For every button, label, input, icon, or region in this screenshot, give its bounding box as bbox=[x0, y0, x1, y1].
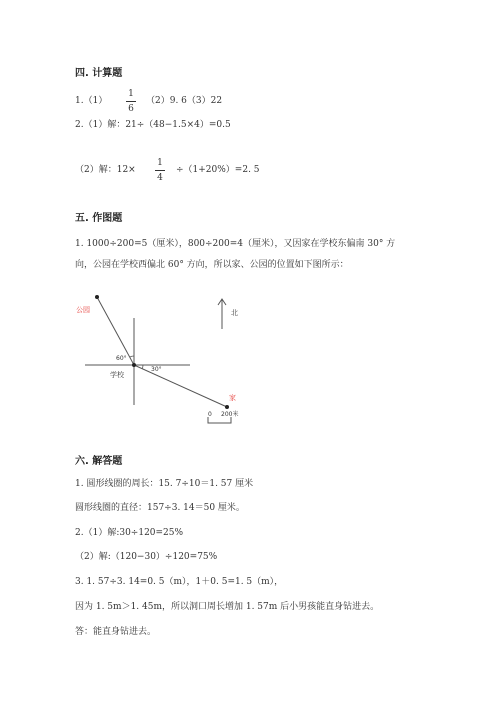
park-label: 公园 bbox=[76, 306, 90, 314]
section-five-title: 五. 作图题 bbox=[75, 213, 123, 224]
q2-part2-rest: ÷（1+20%）=2. 5 bbox=[176, 165, 260, 175]
angle30-label: 30° bbox=[151, 366, 162, 373]
angle60-label: 60° bbox=[116, 355, 127, 362]
drawing-explanation-line1: 1. 1000÷200=5（厘米），800÷200=4（厘米），又因家在学校东偏南 30° 方 bbox=[75, 239, 396, 249]
answer-line-5: 3. 1. 57÷3. 14=0. 5（m），1＋0. 5=1. 5（m）， bbox=[75, 577, 284, 587]
school-point bbox=[132, 363, 136, 367]
answer-line-6: 因为 1. 5m＞1. 45m，所以洞口周长增加 1. 57m 后小男孩能直身钻进去。 bbox=[75, 602, 380, 612]
school-label: 学校 bbox=[110, 371, 124, 379]
q2-part2-prefix: （2）解：12× bbox=[75, 165, 136, 175]
answer-line-4: （2）解:（120−30）÷120=75% bbox=[75, 552, 218, 562]
answer-line-7: 答：能直身钻进去。 bbox=[75, 627, 157, 637]
park-point bbox=[95, 295, 99, 299]
scale-zero-label: 0 bbox=[208, 411, 212, 418]
q1-rest: （2）9. 6（3）22 bbox=[146, 96, 223, 106]
home-point bbox=[225, 405, 229, 409]
angle60-arc bbox=[130, 356, 134, 357]
q2-fraction-numerator: 1 bbox=[157, 158, 163, 168]
answer-line-2: 圆形线圈的直径：157÷3. 14＝50 厘米。 bbox=[75, 503, 245, 513]
answer-line-1: 1. 圆形线圈的周长：15. 7÷10＝1. 57 厘米 bbox=[75, 479, 254, 489]
section-four-title: 四. 计算题 bbox=[75, 68, 123, 79]
answer-line-3: 2.（1）解:30÷120=25% bbox=[75, 528, 184, 538]
north-label: 北 bbox=[231, 309, 238, 317]
q2-fraction-denominator: 4 bbox=[157, 173, 163, 183]
q1-fraction-denominator: 6 bbox=[128, 104, 134, 114]
angle30-arc bbox=[142, 365, 143, 369]
q2-part1: 2.（1）解：21÷（48−1.5×4）=0.5 bbox=[75, 120, 231, 130]
q1-prefix: 1.（1） bbox=[75, 96, 108, 106]
scale-unit-label: 200米 bbox=[221, 411, 239, 418]
drawing-explanation-line2: 向，公园在学校西偏北 60° 方向，所以家、公园的位置如下图所示： bbox=[75, 260, 349, 270]
home-label: 家 bbox=[229, 394, 236, 402]
section-six-title: 六. 解答题 bbox=[75, 456, 123, 467]
q1-fraction-numerator: 1 bbox=[128, 89, 134, 99]
school-to-home-line bbox=[134, 365, 227, 407]
